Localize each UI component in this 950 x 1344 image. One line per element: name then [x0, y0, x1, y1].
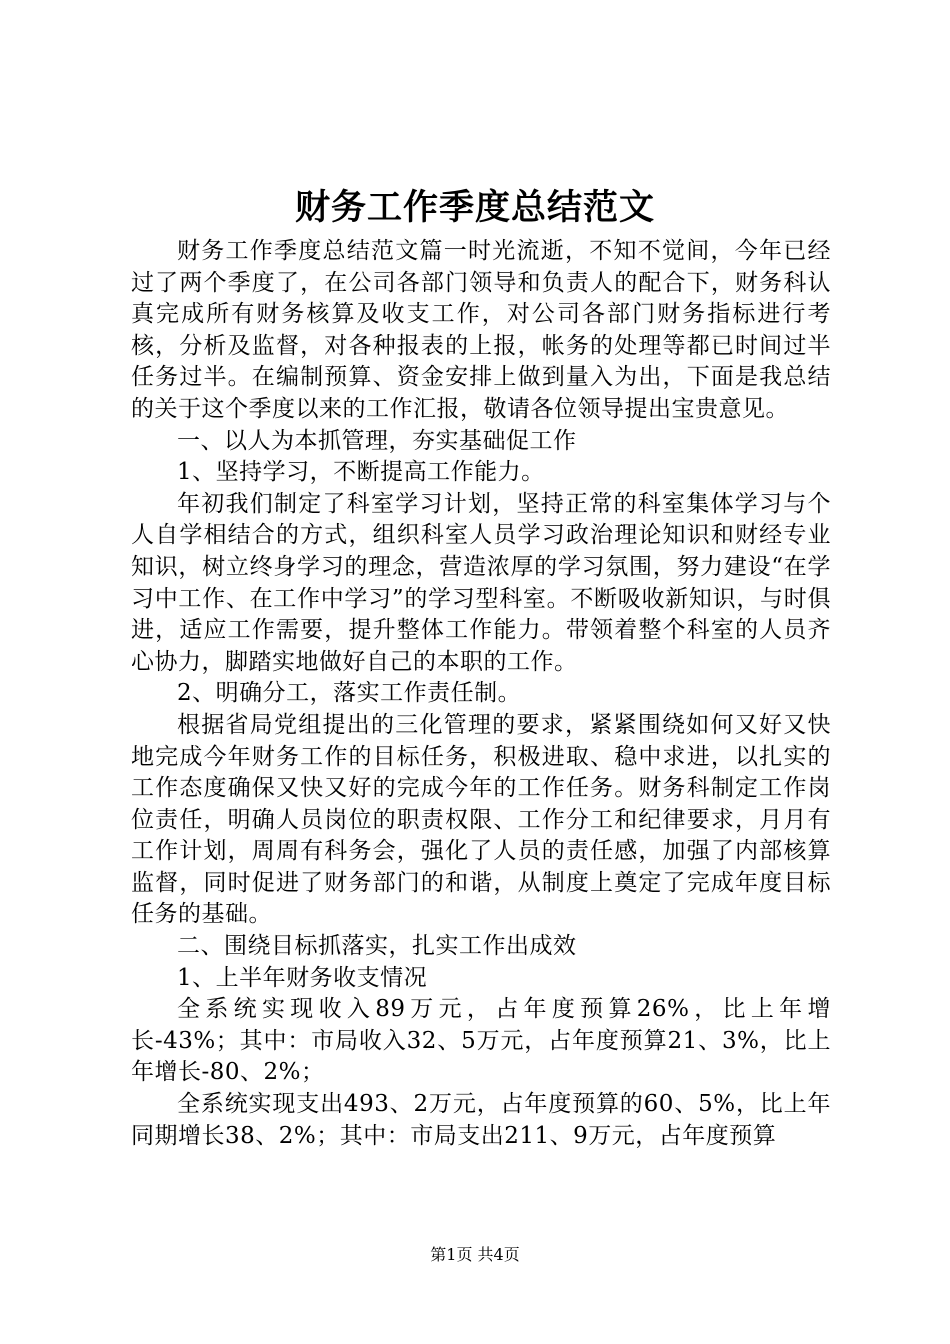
section-heading-2: 二、围绕目标抓落实，扎实工作出成效 [177, 933, 577, 960]
document-title: 财务工作季度总结范文 [294, 187, 655, 228]
paragraph-intro: 财务工作季度总结范文篇一时光流逝，不知不觉间，今年已经过了两个季度了，在公司各部门领导和负责人的配合下，财务科认真完成所有财务核算及收支工作，对公司各部门财务指标进行考核，分析及监督，对各种报表的上报，帐务的处理等都已时间过半任务过半。在编制预算、资金安排上做到量入为出，下面是我总结的关于这个季度以来的工作汇报，敬请各位领导提出宝贵意见。 [131, 238, 831, 422]
paragraph-responsibility: 根据省局党组提出的三化管理的要求，紧紧围绕如何又好又快地完成今年财务工作的目标任务，积极进取、稳中求进，以扎实的工作态度确保又快又好的完成今年的工作任务。财务科制定工作岗位责任，明确人员岗位的职责权限、工作分工和纪律要求，月月有工作计划，周周有科务会，强化了人员的责任感，加强了内部核算监督，同时促进了财务部门的和谐，从制度上奠定了完成年度目标任务的基础。 [131, 711, 831, 928]
subheading-2-1: 1、上半年财务收支情况 [177, 964, 428, 991]
subheading-1-1: 1、坚持学习，不断提高工作能力。 [177, 459, 545, 486]
subheading-1-2: 2、明确分工，落实工作责任制。 [177, 680, 522, 707]
paragraph-income: 全系统实现收入89万元，占年度预算26%，比上年增长-43%；其中：市局收入32、5万元，占年度预算21、3%，比上年增长-80、2%； [131, 996, 831, 1086]
page-number: 第1页 共4页 [430, 1245, 520, 1264]
document-body [131, 236, 831, 1152]
section-heading-1: 一、以人为本抓管理，夯实基础促工作 [177, 427, 577, 454]
paragraph-expense: 全系统实现支出493、2万元，占年度预算的60、5%，比上年同期增长38、2%；其中：市局支出211、9万元，占年度预算 [131, 1091, 831, 1149]
paragraph-study: 年初我们制定了科室学习计划，坚持正常的科室集体学习与个人自学相结合的方式，组织科室人员学习政治理论知识和财经专业知识，树立终身学习的理念，营造浓厚的学习氛围，努力建设“在学习中工作、在工作中学习”的学习型科室。不断吸收新知识，与时俱进，适应工作需要，提升整体工作能力。带领着整个科室的人员齐心协力，脚踏实地做好自己的本职的工作。 [131, 490, 831, 675]
